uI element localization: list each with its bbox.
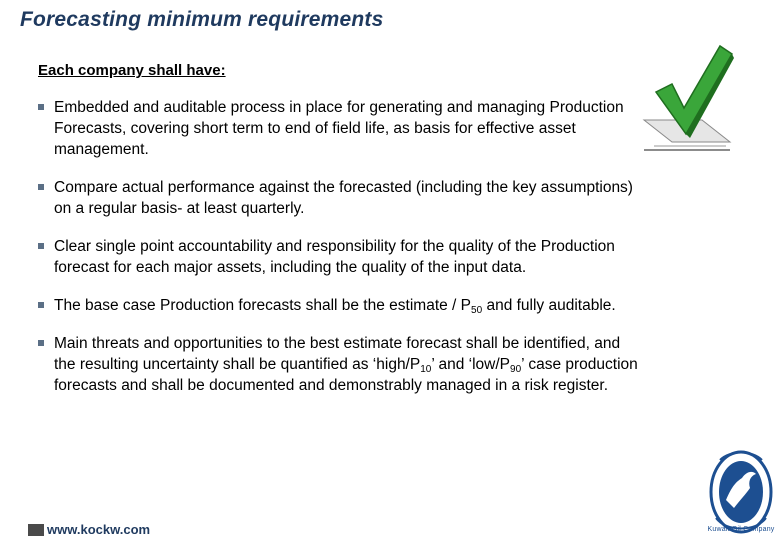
list-item bbox=[38, 295, 638, 316]
bullet-text-part: ’ case production forecasts and shall be documented and demonstrably managed in a risk register. bbox=[54, 356, 638, 394]
square-bullet-icon bbox=[38, 104, 44, 110]
bullet-text bbox=[54, 297, 616, 314]
bullet-text-part: and fully auditable. bbox=[482, 297, 616, 314]
footer-square-icon bbox=[28, 524, 44, 536]
subscript: 10 bbox=[420, 364, 432, 375]
website-link[interactable]: www.kockw.com bbox=[47, 522, 151, 537]
check-icon bbox=[642, 42, 734, 154]
bullet-text: Compare actual performance against the forecasted (including the key assumptions) on a regular basis- at least quarterly. bbox=[54, 179, 633, 217]
bullet-text-part: Main threats and opportunities to the best estimate forecast shall be identified, and the resulting uncertainty shall be quantified as ‘high/P bbox=[54, 335, 621, 373]
list-item bbox=[38, 333, 638, 396]
square-bullet-icon bbox=[38, 302, 44, 308]
subscript: 50 bbox=[471, 305, 483, 316]
footer bbox=[28, 522, 150, 537]
bullet-text bbox=[54, 335, 638, 394]
bullet-text: Clear single point accountability and responsibility for the quality of the Production forecast for each major assets, including the quality of the input data. bbox=[54, 238, 615, 276]
subheading: Each company shall have: bbox=[38, 62, 226, 79]
kuwait-oil-company-logo bbox=[706, 442, 776, 536]
square-bullet-icon bbox=[38, 340, 44, 346]
bullet-text: Embedded and auditable process in place for generating and managing Production Forecasts, covering short term to end of field life, as basis for effective asset management. bbox=[54, 99, 624, 158]
square-bullet-icon bbox=[38, 184, 44, 190]
bullet-text-part: The base case Production forecasts shall be the estimate / P bbox=[54, 297, 472, 314]
list-item bbox=[38, 177, 638, 219]
subscript: 90 bbox=[510, 364, 522, 375]
list-item bbox=[38, 236, 638, 278]
square-bullet-icon bbox=[38, 243, 44, 249]
page-title: Forecasting minimum requirements bbox=[20, 8, 384, 31]
requirements-list bbox=[38, 97, 638, 413]
list-item bbox=[38, 97, 638, 160]
logo-caption: Kuwait Oil Company bbox=[707, 526, 775, 533]
bullet-text-part: ’ and ‘low/P bbox=[431, 356, 511, 373]
